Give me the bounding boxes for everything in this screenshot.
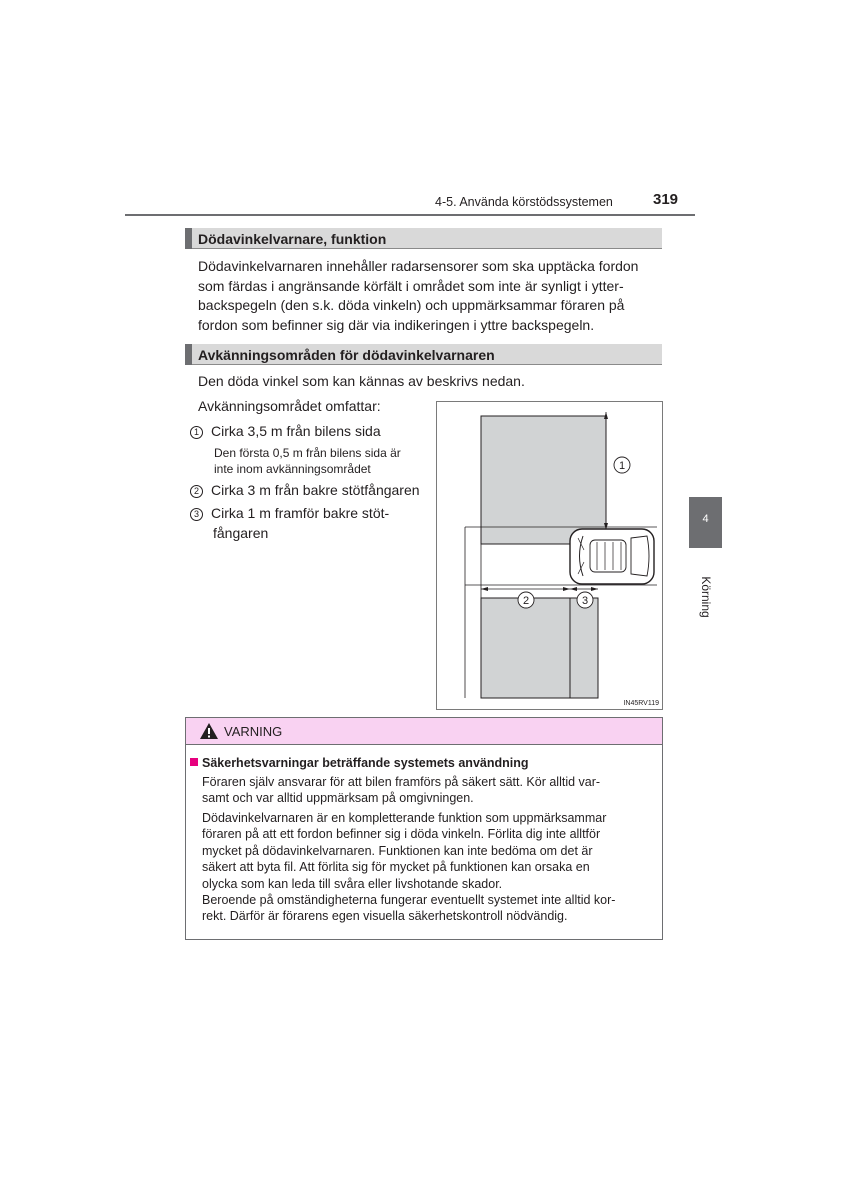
warning-triangle-icon	[199, 722, 219, 740]
section-title: Avkänningsområden för dödavinkelvarnaren	[198, 347, 495, 363]
header-divider	[125, 214, 695, 216]
list-item: 2 Cirka 3 m från bakre stötfångaren	[190, 480, 420, 500]
callout-number: 2	[190, 485, 203, 498]
running-header-section: 4-5. Använda körstödssystemen	[435, 195, 613, 209]
svg-text:3: 3	[581, 595, 589, 607]
chapter-number: 4	[702, 513, 709, 525]
page-number: 319	[653, 191, 679, 208]
callout-number: 3	[190, 508, 203, 521]
callout-1	[614, 457, 630, 473]
callout-2	[518, 592, 534, 608]
callout-3	[577, 592, 593, 608]
section-heading-function	[185, 228, 662, 249]
detection-diagram-svg	[437, 402, 664, 711]
svg-text:2: 2	[522, 595, 530, 607]
chapter-label: Körning	[699, 576, 713, 618]
list-item: 1 Cirka 3,5 m från bilens sida	[190, 421, 381, 441]
detection-area-diagram	[436, 401, 663, 710]
warning-paragraph: Dödavinkelvarnaren är en kompletterande funktion som uppmärksammar föraren på att ett fordon befinner sig i döda vinkeln. Förlita dig inte alltför mycket på dödavinkelvarnaren. Funktionen kan inte bedöma om det är säkert att byta fil. Att förlita sig för mycket på funktionen kan orsaka en olycka som kan leda till svåra eller livshotande skador.	[202, 811, 607, 891]
car-top-view-icon	[570, 529, 654, 584]
rear-detection-area	[481, 598, 570, 698]
svg-text:1: 1	[618, 460, 626, 472]
front-of-bumper-area	[570, 598, 598, 698]
chapter-tab	[689, 497, 722, 548]
side-detection-area	[481, 416, 606, 544]
heading-marker-bar	[185, 228, 192, 249]
detection-lead: Avkänningsområdet omfattar:	[198, 398, 381, 414]
item-note: Den första 0,5 m från bilens sida är inte inom avkänningsområdet	[214, 446, 401, 476]
bullet-square-icon	[190, 758, 198, 766]
figure-code: IN45RV119	[623, 700, 659, 707]
warning-paragraph: Föraren själv ansvarar för att bilen framförs på säkert sätt. Kör alltid var- samt och var alltid uppmärksam på omgivningen.	[202, 775, 601, 806]
warning-paragraph: Beroende på omständigheterna fungerar eventuellt systemet inte alltid kor- rekt. Därför är förarens egen visuella säkerhetskontroll nödvändig.	[202, 893, 616, 924]
detection-intro: Den döda vinkel som kan kännas av beskrivs nedan.	[198, 373, 525, 389]
section-title: Dödavinkelvarnare, funktion	[198, 231, 387, 247]
function-description: Dödavinkelvarnaren innehåller radarsensorer som ska upptäcka fordon som färdas i angränsande körfält i området som inte är synligt i ytter- backspegeln (den s.k. döda vinkeln) och uppmärksammar föraren på fordon som befinner sig där via indikeringen i yttre backspegeln.	[198, 258, 639, 333]
warning-header	[186, 718, 662, 745]
section-heading-detection-areas	[185, 344, 662, 365]
warning-title: Säkerhetsvarningar beträffande systemets användning	[190, 756, 529, 770]
warning-label: VARNING	[224, 724, 283, 739]
list-item: 3 Cirka 1 m framför bakre stöt- fångaren	[190, 503, 389, 543]
callout-number: 1	[190, 426, 203, 439]
warning-box	[185, 717, 663, 940]
heading-marker-bar	[185, 344, 192, 365]
